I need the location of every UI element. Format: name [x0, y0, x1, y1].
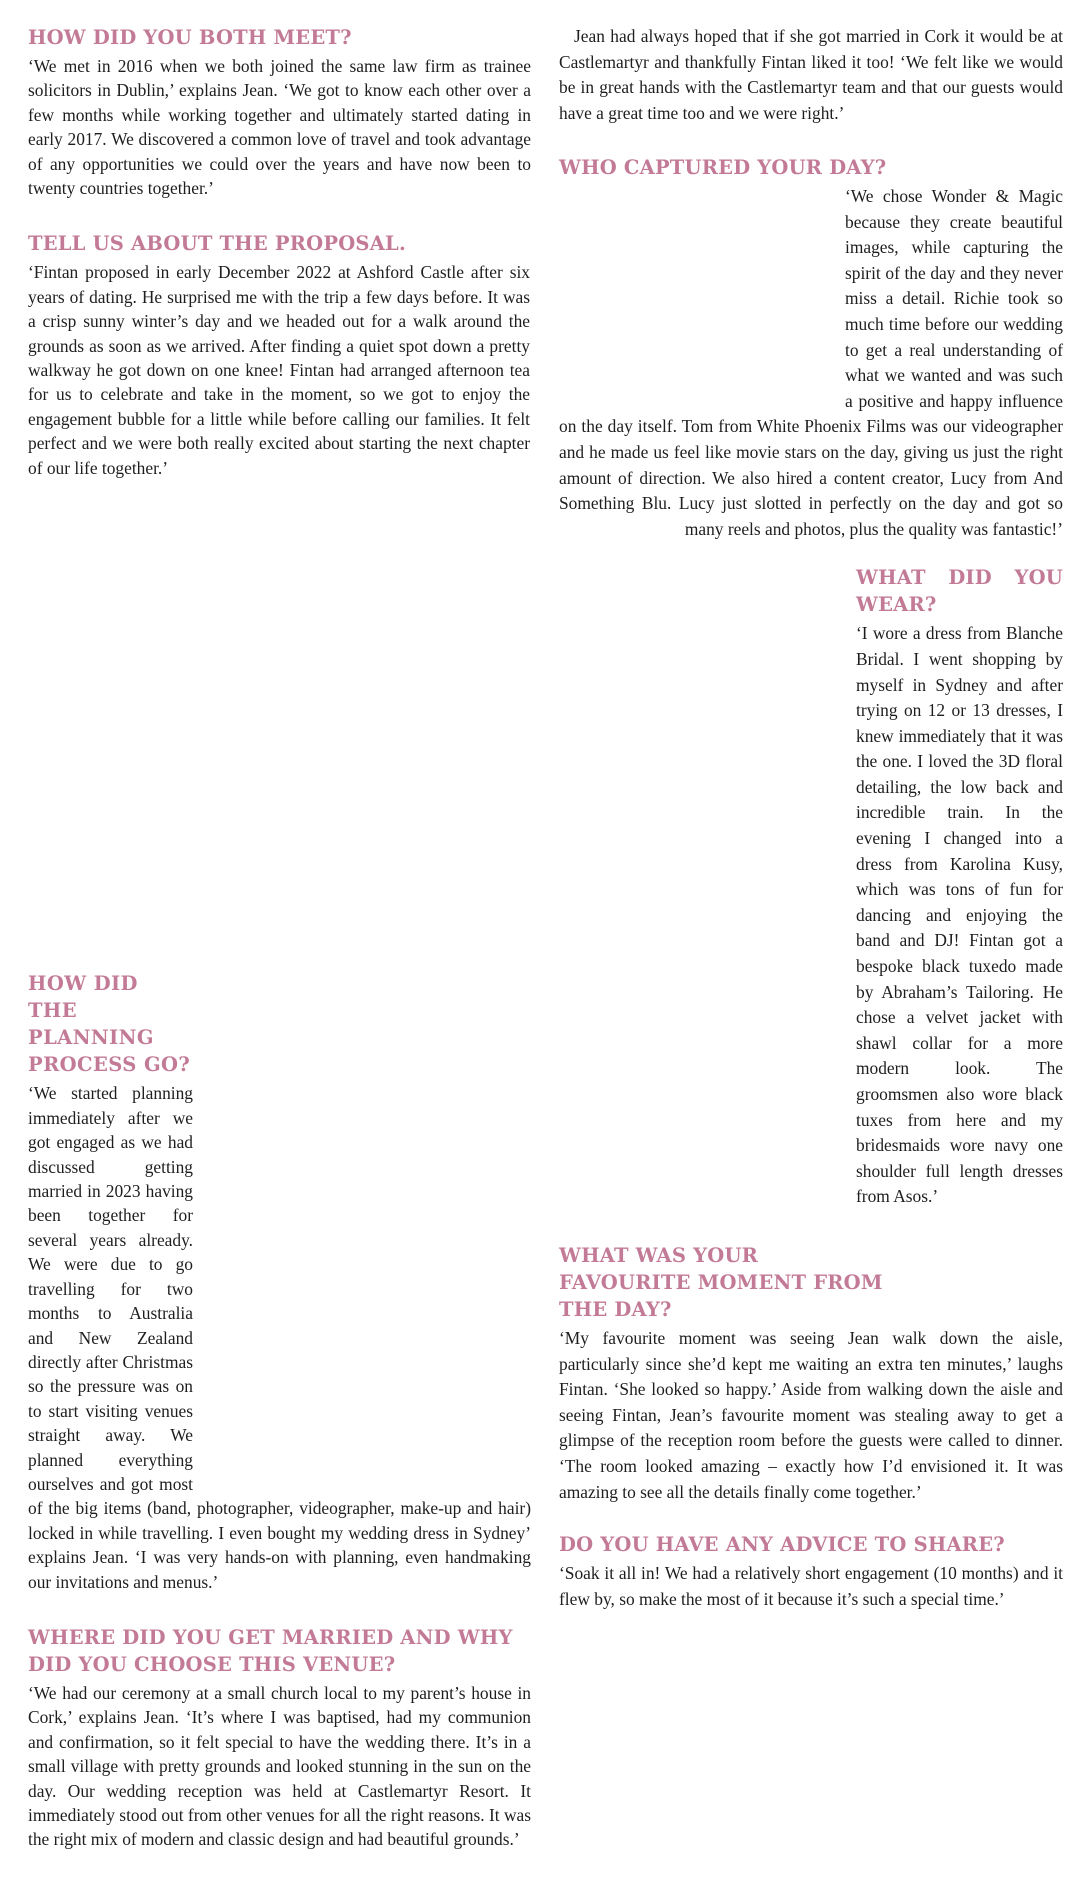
- section-venue: [28, 1624, 531, 1852]
- section-body: ‘We had our ceremony at a small church local to my parent’s house in Cork,’ explains Jean. ‘It’s where I was baptised, had my communion and confirmation, so it felt special to have the wedding there. It’s in a small village with pretty grounds and looked stunning in the sun on the day. Our wedding reception was held at Castlemartyr Resort. It immediately stood out from other venues for all the right reasons. It was the right mix of modern and classic design and had beautiful grounds.’: [28, 1682, 531, 1850]
- right-column: [559, 24, 1063, 1642]
- section-heading: DO YOU HAVE ANY ADVICE TO SHARE?: [559, 1533, 1005, 1557]
- section-advice: [559, 1531, 1063, 1612]
- section-heading: HOW DID YOU BOTH MEET?: [28, 26, 352, 49]
- section-body: ‘We met in 2016 when we both joined the same law firm as trainee solicitors in Dublin,’ explains Jean. ‘We got to know each other over a few months while working together and ultimately started dating in early 2017. We discovered a common love of travel and took advantage of any opportunities we could over the years and have now been to twenty countries together.’: [28, 56, 531, 199]
- section-body: ‘Fintan proposed in early December 2022 at Ashford Castle after six years of dating. He surprised me with the trip a few days before. It was a crisp sunny winter’s day and we headed out for a walk around the grounds as soon as we arrived. After finding a quiet spot down a pretty walkway he got down on one knee! Fintan had arranged afternoon tea for us to celebrate and take in the moment, so we got to enjoy the engagement bubble for a little while before calling our families. It felt perfect and we were both really excited about starting the next chapter of our life together.’: [28, 262, 530, 478]
- section-body: Jean had always hoped that if she got married in Cork it would be at Castlemartyr and thankfully Fintan liked it too! ‘We felt like we would be in great hands with the Castlemartyr team and that our guests would have a great time too and we were right.’: [559, 26, 1063, 123]
- section-photography: [559, 154, 1063, 542]
- image-space: [193, 796, 531, 946]
- section-how-met: [28, 24, 531, 200]
- section-attire: [559, 564, 1063, 1210]
- section-heading: WHAT DID YOU WEAR?: [856, 566, 1063, 617]
- section-heading: TELL US ABOUT THE PROPOSAL.: [28, 232, 406, 256]
- section-body: ‘My favourite moment was seeing Jean walk down the aisle, particularly since she’d kept me waiting an extra ten minutes,’ laughs Fintan. ‘She looked so happy.’ Aside from walking down the aisle and seeing Fintan, Jean’s favourite moment was stealing away to get a glimpse of the reception room before the guests were called to dinner. ‘The room looked amazing – exactly how I’d envisioned it. It was amazing to see all the details finally come together.’: [559, 1327, 1063, 1502]
- image-space: [559, 388, 845, 413]
- attire-wrap: [559, 564, 1063, 1210]
- section-proposal: [28, 230, 531, 946]
- section-heading: WHO CAPTURED YOUR DAY?: [559, 156, 887, 179]
- section-body: ‘We started planning immediately after we got engaged as we had discussed getting married in 2023 having been together for several years already. We were due to go travelling for two months to Australia and New Zealand directly after Christmas so the pressure was on to start visiting venues straight away. We planned everything ourselves and got most of the big items (band, photographer, videographer, make-up and hair) locked in while travelling. I even bought my wedding dress in Sydney’ explains Jean. ‘I was very hands-on with planning, even handmaking our invitations and menus.’: [28, 1083, 531, 1592]
- section-body: ‘I wore a dress from Blanche Bridal. I went shopping by myself in Sydney and after trying on 12 or 13 dresses, I knew immediately that it was the one. I loved the 3D floral detailing, the low back and incredible train. In the evening I changed into a dress from Karolina Kusy, which was tons of fun for dancing and enjoying the band and DJ! Fintan got a bespoke black tuxedo made by Abraham’s Tailoring. He chose a velvet jacket with shawl collar for a more modern look. The groomsmen also wore black tuxes from here and my bridesmaids wore navy one shoulder full length dresses from Asos.’: [856, 623, 1063, 1207]
- section-favourite-moment: [559, 1242, 1063, 1505]
- proposal-wrap: [28, 260, 531, 946]
- section-body: ‘Soak it all in! We had a relatively short engagement (10 months) and it flew by, so make the most of it because it’s such a special time.’: [559, 1563, 1063, 1609]
- photography-wrap: [559, 184, 1063, 542]
- image-space: [559, 564, 856, 1204]
- section-heading: HOW DID THE PLANNING PROCESS GO?: [28, 972, 191, 1077]
- section-venue-continued: [559, 24, 1063, 126]
- planning-wrap: [28, 970, 531, 1594]
- section-heading: WHERE DID YOU GET MARRIED AND WHY DID YOU CHOOSE THIS VENUE?: [28, 1625, 513, 1676]
- image-space: [530, 260, 531, 528]
- image-space: [193, 970, 531, 1485]
- section-body: ‘We chose Wonder & Magic because they create beautiful images, while capturing the spirit of the day and they never miss a detail. Richie took so much time before our wedding to get a real understanding of what we wanted and was such a positive and happy influence on the day itself. Tom from White Phoenix Films was our videographer and he made us feel like movie stars on the day, giving us just the right amount of direction. We also hired a content creator, Lucy from And Something Blu. Lucy just slotted in perfectly on the day and got so many reels and photos, plus the quality was fantastic!’: [559, 186, 1063, 539]
- section-heading: WHAT WAS YOUR FAVOURITE MOMENT FROM THE DAY?: [559, 1243, 883, 1321]
- left-column: [28, 24, 531, 1882]
- section-planning: [28, 970, 531, 1594]
